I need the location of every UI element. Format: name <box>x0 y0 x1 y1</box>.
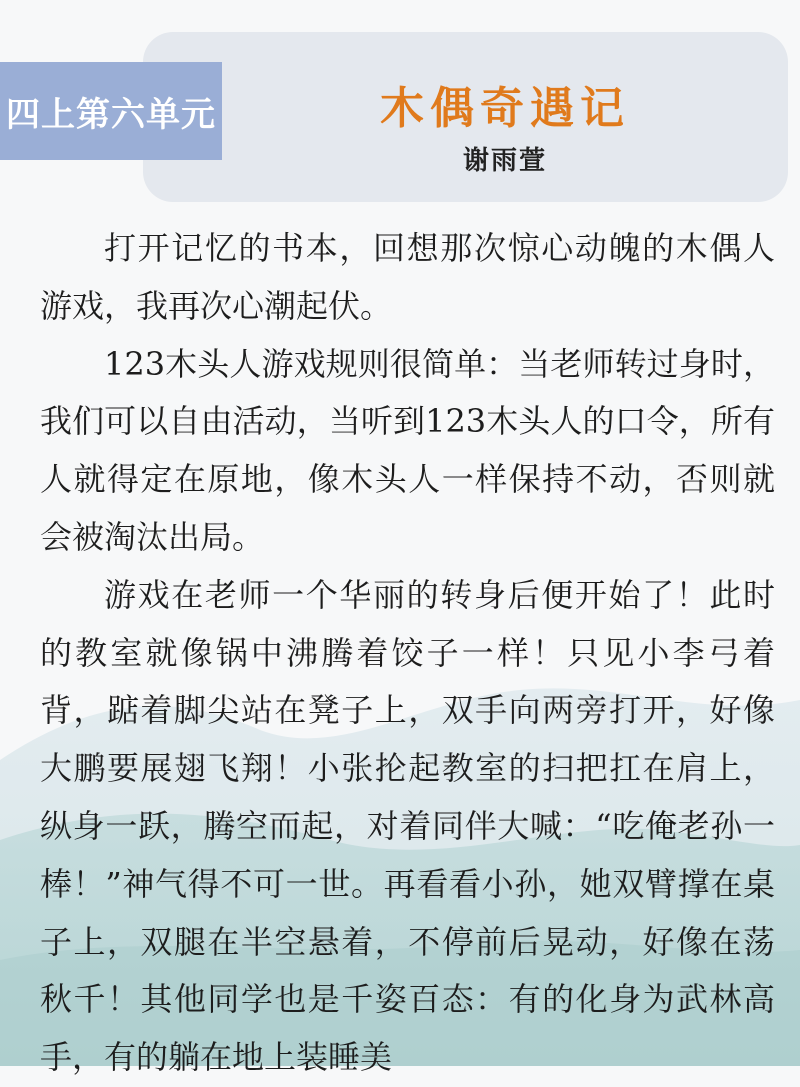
paragraph: 游戏在老师一个华丽的转身后便开始了！此时的教室就像锅中沸腾着饺子一样！只见小李弓着背，踮着脚尖站在凳子上，双手向两旁打开，好像大鹏要展翅飞翔！小张抡起教室的扫把扛在肩上，纵身一跃，腾空而起，对着同伴大喊：“吃俺老孙一棒！”神气得不可一世。再看看小孙，她双臂撑在桌子上，双腿在半空悬着，不停前后晃动，好像在荡秋千！其他同学也是千姿百态：有的化身为武林高手，有的躺在地上装睡美 <box>40 575 775 1077</box>
unit-tag-label: 四上第六单元 <box>6 94 216 135</box>
article-author: 谢雨萱 <box>462 146 547 176</box>
paragraph: 打开记忆的书本，回想那次惊心动魄的木偶人游戏，我再次心潮起伏。 <box>40 229 775 325</box>
article-title: 木偶奇遇记 <box>380 83 630 134</box>
article-body <box>40 220 775 1087</box>
paragraph: 123木头人游戏规则很简单：当老师转过身时，我们可以自由活动，当听到123木头人的口令，所有人就得定在原地，像木头人一样保持不动，否则就会被淘汰出局。 <box>40 344 775 556</box>
unit-tag <box>0 62 222 160</box>
